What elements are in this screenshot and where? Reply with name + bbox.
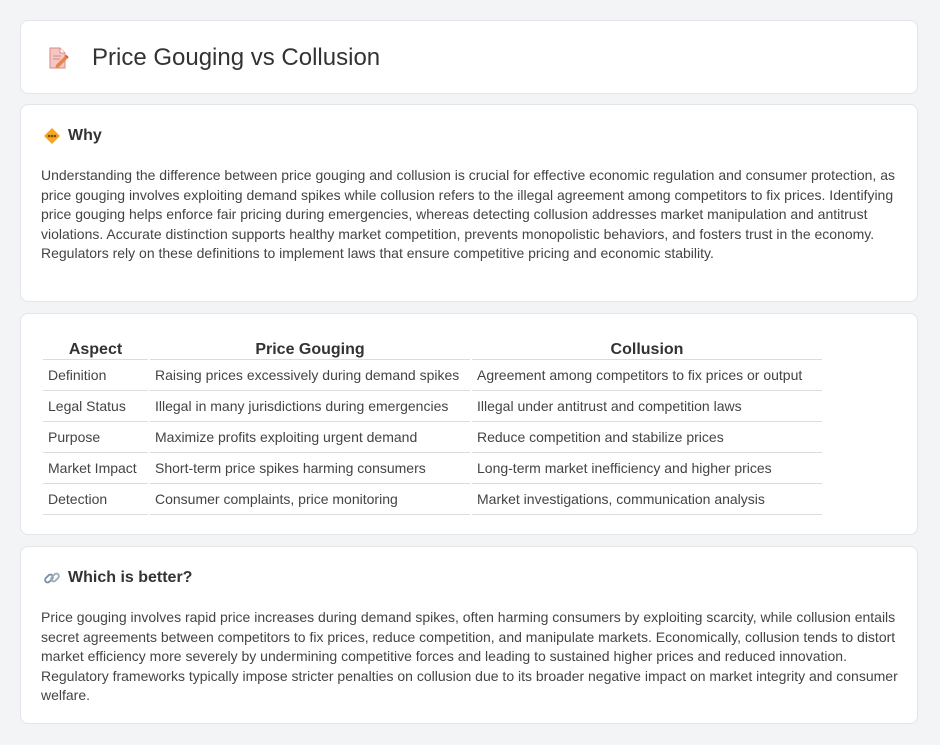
which-is-better-paragraph: Price gouging involves rapid price increases during demand spikes, often harming consumers by exploiting scarcity, while collusion entails secret agreements between competitors to fix prices, reduce competition, and manipulate markets. Economically, collusion tends to distort market efficiency more severely by undermining competitive forces and leading to sustained higher prices and reduced innovation. Regulatory frameworks typically impose stricter penalties on collusion due to its broader negative impact on market integrity and consumer welfare.	[41, 609, 898, 703]
table-row	[43, 422, 822, 453]
why-section	[20, 104, 918, 302]
comparison-table	[41, 334, 824, 515]
title-card	[20, 20, 918, 94]
document-pencil-icon	[47, 46, 69, 70]
which-is-better-section	[20, 546, 918, 724]
table-cell: Detection	[43, 484, 148, 515]
table-cell: Legal Status	[43, 391, 148, 422]
table-cell: Long-term market inefficiency and higher prices	[472, 453, 822, 484]
why-paragraph: Understanding the difference between price gouging and collusion is crucial for effective economic regulation and consumer protection, as price gouging involves exploiting demand spikes while collusion refers to the illegal agreement among competitors to fix prices. Identifying price gouging helps enforce fair pricing during emergencies, whereas detecting collusion addresses market manipulation and antitrust violations. Accurate distinction supports healthy market competition, prevents monopolistic behaviors, and fosters trust in the economy. Regulators rely on these definitions to implement laws that ensure competitive pricing and economic stability.	[41, 167, 895, 261]
table-cell: Market investigations, communication analysis	[472, 484, 822, 515]
link-icon	[43, 569, 61, 587]
page-title: Price Gouging vs Collusion	[92, 44, 381, 71]
column-header: Price Gouging	[150, 334, 470, 360]
table-header-row	[43, 334, 822, 360]
table-cell: Illegal under antitrust and competition laws	[472, 391, 822, 422]
table-cell: Consumer complaints, price monitoring	[150, 484, 470, 515]
table-cell: Raising prices excessively during demand spikes	[150, 360, 470, 391]
table-row	[43, 484, 822, 515]
table-row	[43, 391, 822, 422]
table-cell: Maximize profits exploiting urgent demand	[150, 422, 470, 453]
column-header: Collusion	[472, 334, 822, 360]
diamond-warning-icon	[43, 127, 61, 145]
table-row	[43, 453, 822, 484]
table-cell: Short-term price spikes harming consumers	[150, 453, 470, 484]
table-cell: Market Impact	[43, 453, 148, 484]
table-cell: Purpose	[43, 422, 148, 453]
table-cell: Definition	[43, 360, 148, 391]
table-row	[43, 360, 822, 391]
table-cell: Illegal in many jurisdictions during emergencies	[150, 391, 470, 422]
table-cell: Reduce competition and stabilize prices	[472, 422, 822, 453]
which-is-better-title: Which is better?	[68, 569, 193, 586]
column-header: Aspect	[43, 334, 148, 360]
table-cell: Agreement among competitors to fix prices or output	[472, 360, 822, 391]
comparison-section	[20, 313, 918, 535]
why-title: Why	[68, 127, 102, 144]
